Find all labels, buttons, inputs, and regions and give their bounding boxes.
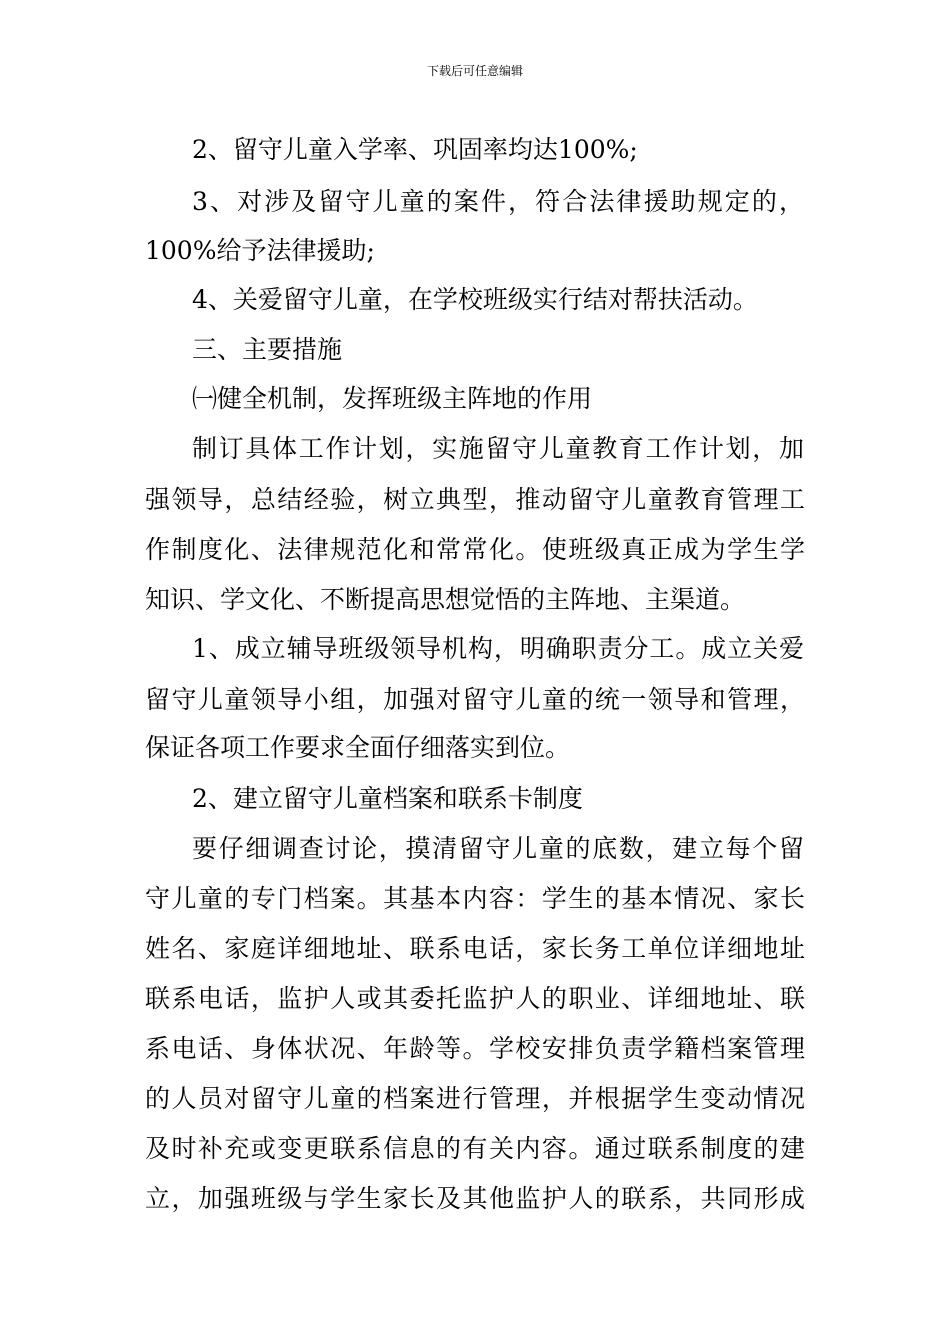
text-line-13: 保证各项工作要求全面仔细落实到位。	[145, 733, 571, 762]
text-line-12: 留守儿童领导小组，加强对留守儿童的统一领导和管理，	[145, 685, 805, 714]
text-line-11: 1、成立辅导班级领导机构，明确职责分工。成立关爱	[192, 634, 804, 663]
text-line-10: 知识、学文化、不断提高思想觉悟的主阵地、主渠道。	[145, 585, 746, 614]
text-line-14: 2、建立留守儿童档案和联系卡制度	[192, 784, 583, 813]
text-line-4: 4、关爱留守儿童，在学校班级实行结对帮扶活动。	[192, 285, 758, 314]
page-header: 下载后可任意编辑	[426, 64, 523, 78]
text-line-3: 100%给予法律援助;	[145, 236, 375, 265]
text-line-2: 3、对涉及留守儿童的案件，符合法律援助规定的，	[192, 187, 804, 216]
text-line-8: 强领导，总结经验，树立典型，推动留守儿童教育管理工	[145, 485, 805, 514]
text-line-22: 立，加强班级与学生家长及其他监护人的联系，共同形成	[145, 1184, 805, 1213]
subsection-heading: ㈠健全机制，发挥班级主阵地的作用	[192, 384, 593, 413]
text-line-9: 作制度化、法律规范化和常常化。使班级真正成为学生学	[145, 535, 805, 564]
text-line-19: 系电话、身体状况、年龄等。学校安排负责学籍档案管理	[145, 1034, 805, 1063]
text-line-20: 的人员对留守儿童的档案进行管理，并根据学生变动情况	[145, 1084, 805, 1113]
text-line-1: 2、留守儿童入学率、巩固率均达100%;	[192, 135, 638, 164]
text-line-16: 守儿童的专门档案。其基本内容：学生的基本情况、家长	[145, 884, 805, 913]
text-line-15: 要仔细调查讨论，摸清留守儿童的底数，建立每个留	[192, 834, 804, 863]
text-line-21: 及时补充或变更联系信息的有关内容。通过联系制度的建	[145, 1134, 805, 1163]
section-heading: 三、主要措施	[192, 335, 343, 364]
text-line-7: 制订具体工作计划，实施留守儿童教育工作计划，加	[192, 434, 804, 463]
text-line-18: 联系电话，监护人或其委托监护人的职业、详细地址、联	[145, 984, 805, 1013]
text-line-17: 姓名、家庭详细地址、联系电话，家长务工单位详细地址	[145, 934, 805, 963]
